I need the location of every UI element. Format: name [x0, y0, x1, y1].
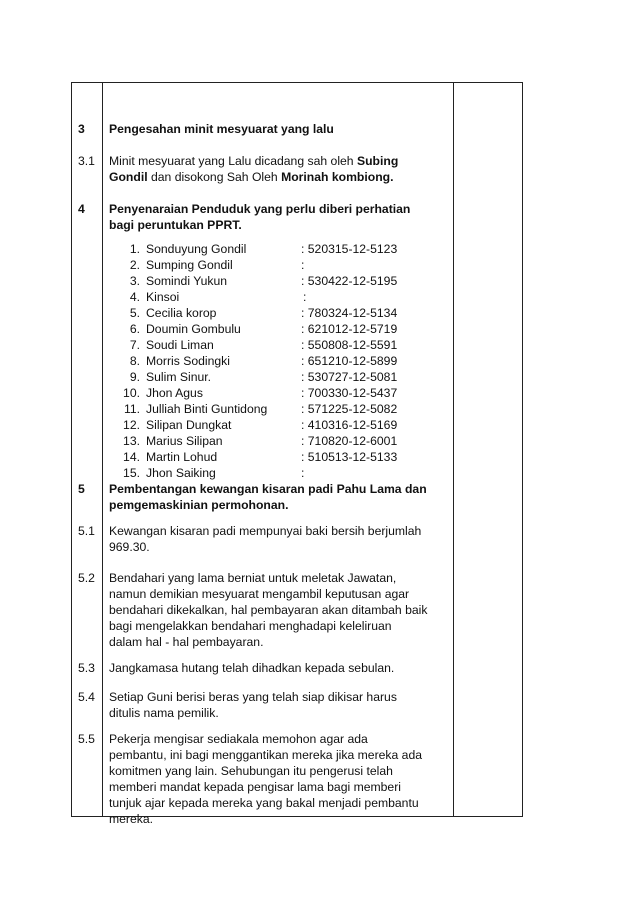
section-5-2-line-2: namun demikian mesyuarat mengambil keputusan agar — [109, 587, 410, 601]
resident-index: 12. — [123, 418, 140, 432]
resident-index: 13. — [123, 434, 140, 448]
resident-index: 1. — [129, 242, 140, 256]
section-3-1-line-1 — [109, 153, 398, 169]
resident-index: 4. — [129, 290, 140, 304]
resident-index: 6. — [129, 322, 140, 336]
section-5-title-line-1: Pembentangan kewangan kisaran padi Pahu Lama dan — [109, 482, 427, 496]
section-5-5-line-1: Pekerja mengisar sediakala memohon agar ada — [109, 732, 368, 746]
section-5-4-number: 5.4 — [78, 690, 95, 704]
section-5-5-number: 5.5 — [78, 732, 95, 746]
resident-name: Somindi Yukun — [146, 274, 228, 288]
section-3-1-text: Minit mesyuarat yang Lalu dicadang sah oleh — [109, 154, 357, 168]
section-3-number: 3 — [78, 122, 85, 136]
resident-ic: : 621012-12-5719 — [301, 322, 398, 336]
section-5-1-line-2: 969.30. — [109, 540, 150, 554]
section-3-1-number: 3.1 — [78, 154, 95, 168]
resident-ic: : 700330-12-5437 — [301, 386, 398, 400]
resident-index: 14. — [123, 450, 140, 464]
proposer-surname: Gondil — [109, 170, 148, 184]
resident-name: Cecilia korop — [146, 306, 217, 320]
resident-name: Kinsoi — [146, 290, 180, 304]
section-5-2-line-3: bendahari dikekalkan, hal pembayaran akan ditambah baik — [109, 603, 428, 617]
resident-index: 5. — [129, 306, 140, 320]
section-5-4-line-2: ditulis nama pemilik. — [109, 706, 219, 720]
resident-name: Marius Silipan — [146, 434, 223, 448]
resident-name: Soudi Liman — [146, 338, 214, 352]
resident-index: 10. — [123, 386, 140, 400]
section-5-5-line-5: tunjuk ajar kepada mereka yang bakal menjadi pembantu — [109, 796, 419, 810]
section-5-5-line-4: memberi mandat kepada pengisar lama bagi memberi — [109, 780, 401, 794]
column-divider-number — [102, 83, 103, 816]
resident-name: Jhon Saiking — [146, 466, 216, 480]
resident-name: Sumping Gondil — [146, 258, 233, 272]
resident-name: Sulim Sinur. — [146, 370, 212, 384]
resident-ic: : 510513-12-5133 — [301, 450, 398, 464]
resident-index: 11. — [123, 402, 140, 416]
resident-ic: : 550808-12-5591 — [301, 338, 398, 352]
section-5-5-line-6: mereka. — [109, 812, 154, 826]
resident-name: Jhon Agus — [146, 386, 203, 400]
section-5-4-line-1: Setiap Guni berisi beras yang telah siap dikisar harus — [109, 690, 397, 704]
resident-ic: : 520315-12-5123 — [301, 242, 398, 256]
resident-name: Julliah Binti Guntidong — [146, 402, 268, 416]
section-5-2-number: 5.2 — [78, 571, 95, 585]
section-3-1-line-2 — [109, 169, 393, 185]
section-5-1-number: 5.1 — [78, 524, 95, 538]
resident-name: Silipan Dungkat — [146, 418, 232, 432]
resident-name: Doumin Gombulu — [146, 322, 241, 336]
section-5-5-line-3: komitmen yang lain. Sehubungan itu pengerusi telah — [109, 764, 393, 778]
column-divider-action — [453, 83, 454, 816]
resident-ic: : 710820-12-6001 — [301, 434, 398, 448]
section-5-1-line-1: Kewangan kisaran padi mempunyai baki bersih berjumlah — [109, 524, 422, 538]
minutes-table — [71, 82, 523, 826]
resident-ic: : 780324-12-5134 — [301, 306, 398, 320]
resident-ic: : 571225-12-5082 — [301, 402, 398, 416]
resident-index: 3. — [129, 274, 140, 288]
resident-ic: : — [303, 290, 307, 304]
section-4-title-line-1: Penyenaraian Penduduk yang perlu diberi perhatian — [109, 202, 411, 216]
resident-ic: : 530727-12-5081 — [301, 370, 398, 384]
section-5-title-line-2: pemgemaskinian permohonan. — [109, 498, 289, 512]
resident-index: 7. — [129, 338, 140, 352]
resident-index: 2. — [129, 258, 140, 272]
resident-index: 8. — [129, 354, 140, 368]
resident-name: Morris Sodingki — [146, 354, 230, 368]
section-5-2-line-1: Bendahari yang lama berniat untuk meletak Jawatan, — [109, 571, 397, 585]
section-3-1-text-2: dan disokong Sah Oleh — [147, 170, 282, 184]
resident-ic: : 651210-12-5899 — [301, 354, 398, 368]
resident-ic: : 530422-12-5195 — [301, 274, 398, 288]
section-5-2-line-4: bagi mengelakkan bendahari menghadapi keleliruan — [109, 619, 392, 633]
resident-index: 9. — [129, 370, 140, 384]
section-5-5-line-2: pembantu, ini bagi menggantikan mereka jika mereka ada — [109, 748, 422, 762]
section-4-number: 4 — [78, 202, 85, 216]
resident-name: Sonduyung Gondil — [146, 242, 247, 256]
resident-ic: : — [301, 466, 305, 480]
section-5-2-line-5: dalam hal - hal pembayaran. — [109, 635, 264, 649]
seconder-name: Morinah kombiong. — [281, 170, 394, 184]
section-3-title: Pengesahan minit mesyuarat yang lalu — [109, 122, 334, 136]
section-5-3-line-1: Jangkamasa hutang telah dihadkan kepada sebulan. — [109, 661, 395, 675]
resident-ic: : 410316-12-5169 — [301, 418, 398, 432]
section-4-title-line-2: bagi peruntukan PPRT. — [109, 218, 242, 232]
proposer-name: Subing — [356, 154, 399, 168]
section-5-3-number: 5.3 — [78, 661, 95, 675]
resident-index: 15. — [123, 466, 140, 480]
resident-name: Martin Lohud — [146, 450, 218, 464]
resident-ic: : — [301, 258, 305, 272]
section-5-number: 5 — [78, 482, 85, 496]
